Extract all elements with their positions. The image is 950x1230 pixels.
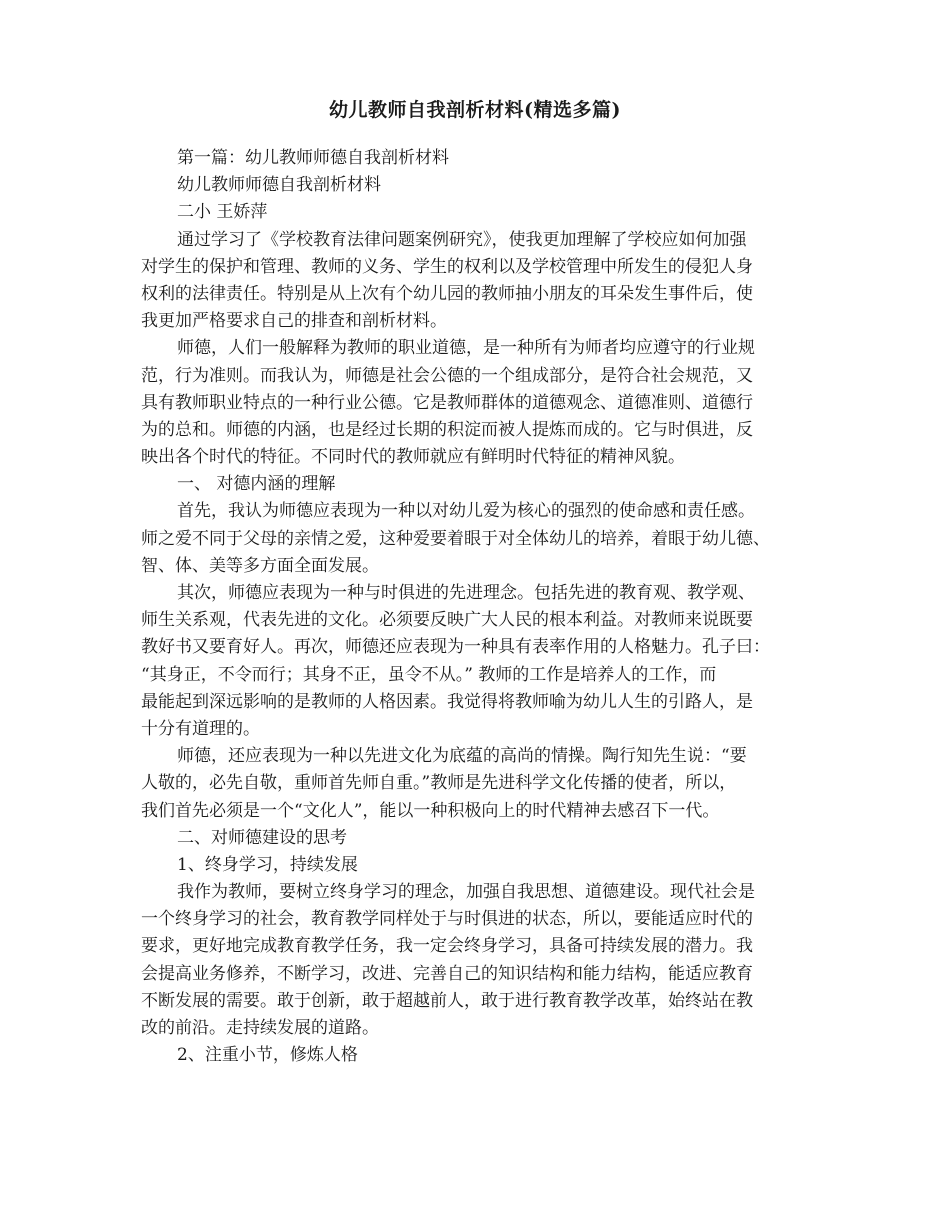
text-line: 师德，人们一般解释为教师的职业道德，是一种所有为师者均应遵守的行业规 [177,338,755,359]
text-line: “其身正，不令而行；其身不正，虽令不从。” 教师的工作是培养人的工作，而 [141,664,717,685]
text-line: 我更加严格要求自己的排查和剖析材料。 [141,311,447,332]
document-body [141,145,817,1069]
text-line: 要求，更好地完成教育教学任务，我一定会终身学习，具备可持续发展的潜力。我 [141,936,753,957]
text-line: 教好书又要育好人。再次，师德还应表现为一种具有表率作用的人格魅力。孔子曰： [141,637,770,658]
text-line: 我们首先必须是一个“文化人”，能以一种积极向上的时代精神去感召下一代。 [141,800,720,821]
text-line: 会提高业务修养，不断学习，改进、完善自己的知识结构和能力结构，能适应教育 [141,963,753,984]
text-line: 对学生的保护和管理、教师的义务、学生的权利以及学校管理中所发生的侵犯人身 [141,256,753,277]
text-line: 2、注重小节，修炼人格 [177,1045,358,1066]
text-line: 一个终身学习的社会，教育教学同样处于与时俱进的状态，所以，要能适应时代的 [141,909,753,930]
text-line: 其次，师德应表现为一种与时俱进的先进理念。包括先进的教育观、教学观、 [177,583,755,603]
document-title: 幼儿教师自我剖析材料(精选多篇) [329,99,621,121]
text-line: 二小 王娇萍 [177,202,268,223]
text-line: 改的前沿。走持续发展的道路。 [141,1018,379,1038]
text-line: 通过学习了《学校教育法律问题案例研究》，使我更加理解了学校应如何加强 [177,229,747,250]
text-line: 映出各个时代的特征。不同时代的教师就应有鲜明时代特征的精神风貌。 [141,447,685,468]
text-line: 不断发展的需要。敢于创新，敢于超越前人，敢于进行教育教学改革，始终站在教 [141,990,753,1011]
text-line: 十分有道理的。 [141,718,260,739]
text-line: 范，行为准则。而我认为，师德是社会公德的一个组成部分，是符合社会规范，又 [141,365,753,386]
text-line: 具有教师职业特点的一种行业公德。它是教师群体的道德观念、道德准则、道德行 [141,392,753,413]
text-line: 二、对师德建设的思考 [177,827,347,848]
text-line: 师德，还应表现为一种以先进文化为底蕴的高尚的情操。陶行知先生说：“要 [177,746,747,767]
text-line: 第一篇：幼儿教师师德自我剖析材料 [177,148,449,168]
text-line: 我作为教师，要树立终身学习的理念，加强自我思想、道德建设。现代社会是 [177,882,755,903]
text-line: 人敬的，必先自敬，重师首先师自重。”教师是先进科学文化传播的使者，所以， [141,773,737,794]
text-line: 最能起到深远影响的是教师的人格因素。我觉得将教师喻为幼儿人生的引路人，是 [141,691,753,712]
text-line: 1、终身学习，持续发展 [177,854,358,875]
text-line: 首先，我认为师德应表现为一种以对幼儿爱为核心的强烈的使命感和责任感。 [177,501,755,522]
text-line: 幼儿教师师德自我剖析材料 [177,175,381,196]
text-line: 师生关系观，代表先进的文化。必须要反映广大人民的根本利益。对教师来说既要 [141,610,753,631]
text-line: 智、体、美等多方面全面发展。 [141,555,379,576]
text-line: 一、 对德内涵的理解 [177,474,336,495]
text-line: 师之爱不同于父母的亲情之爱，这种爱要着眼于对全体幼儿的培养，着眼于幼儿德、 [141,528,770,549]
text-line: 为的总和。师德的内涵，也是经过长期的积淀而被人提炼而成的。它与时俱进，反 [141,419,753,440]
text-line: 权利的法律责任。特别是从上次有个幼儿园的教师抽小朋友的耳朵发生事件后，使 [141,283,753,304]
